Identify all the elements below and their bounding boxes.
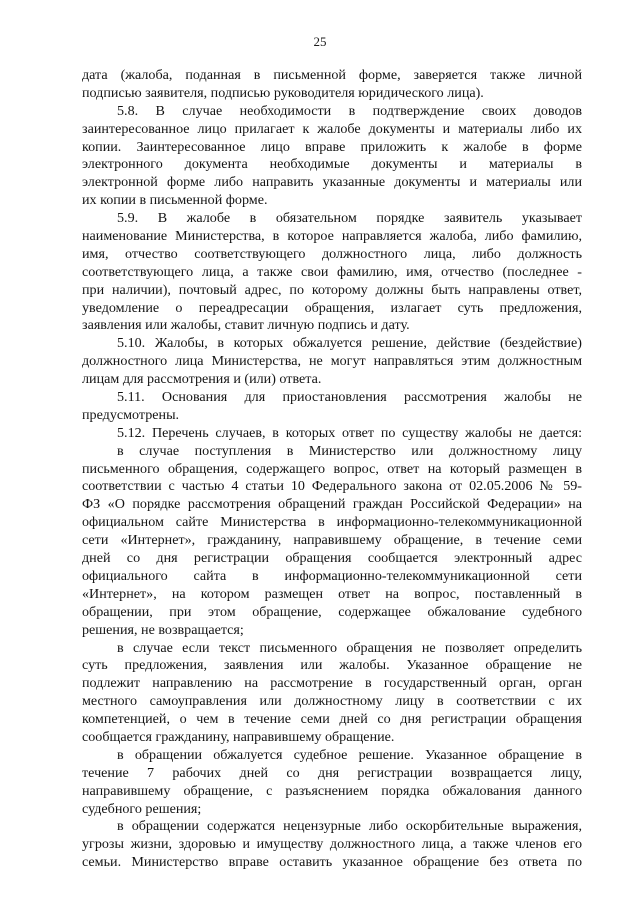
- text-line: электронного документа необходимые документы и материалы в: [82, 156, 582, 173]
- text-line: подписью заявителя, подписью руководителя юридического лица).: [82, 84, 484, 101]
- text-line: компетенцией, о чем в течение семи дней со дня регистрации обращения: [82, 711, 582, 728]
- text-line: предусмотрены.: [82, 406, 180, 423]
- text-line: 5.8. В случае необходимости в подтверждение своих доводов: [117, 102, 582, 119]
- text-line: дней со дня регистрации обращения сообщается электронный адрес: [82, 550, 582, 567]
- text-line: обращении, при этом обращение, содержащее обжалование судебного: [82, 603, 582, 620]
- text-line: местного самоуправления или должностному лицу в соответствии с их: [82, 693, 582, 710]
- text-line: лицам для рассмотрения и (или) ответа.: [82, 371, 322, 388]
- text-line: имя, отчество соответствующего должностного лица, либо должность: [82, 245, 582, 262]
- text-line: 5.12. Перечень случаев, в которых ответ по существу жалобы не дается:: [117, 424, 582, 441]
- text-line: должностного лица Министерства, не могут направляться этим должностным: [82, 353, 582, 370]
- text-line: семьи. Министерство вправе оставить указанное обращение без ответа по: [82, 854, 582, 871]
- text-line: соответствии с частью 4 статьи 10 Федерального закона от 02.05.2006 № 59-: [82, 478, 582, 495]
- text-line: «Интернет», на котором размещен ответ на вопрос, поставленный в: [82, 585, 582, 602]
- text-line: копии. Заинтересованное лицо вправе приложить к жалобе в форме: [82, 138, 582, 155]
- text-line: решения, не возвращается;: [82, 621, 244, 638]
- text-line: в случае если текст письменного обращения не позволяет определить: [117, 639, 582, 656]
- text-line: уведомление о переадресации обращения, излагает суть предложения,: [82, 299, 582, 316]
- text-line: 5.10. Жалобы, в которых обжалуется решение, действие (бездействие): [117, 335, 582, 352]
- text-line: официального сайта в информационно-телекоммуникационной сети: [82, 567, 582, 584]
- text-line: заявления или жалобы, ставит личную подпись и дату.: [82, 317, 410, 334]
- text-line: сообщается гражданину, направившему обращение.: [82, 728, 395, 745]
- text-line: сети «Интернет», гражданину, направившему обращение, в течение семи: [82, 532, 582, 549]
- text-line: при наличии), почтовый адрес, по которому должны быть направлены ответ,: [82, 281, 582, 298]
- text-line: течение 7 рабочих дней со дня регистрации возвращается лицу,: [82, 764, 582, 781]
- text-line: в обращении обжалуется судебное решение. Указанное обращение в: [117, 746, 582, 763]
- text-line: 5.11. Основания для приостановления рассмотрения жалобы не: [117, 389, 582, 406]
- text-line: судебного решения;: [82, 800, 202, 817]
- document-body: [82, 67, 582, 872]
- text-line: их копии в письменной форме.: [82, 192, 268, 209]
- text-line: письменного обращения, содержащего вопрос, ответ на который размещен в: [82, 460, 582, 477]
- text-line: соответствующего лица, а также свои фамилию, имя, отчество (последнее -: [82, 263, 582, 280]
- text-line: угрозы жизни, здоровью и имуществу должностного лица, а также членов его: [82, 836, 582, 853]
- text-line: подлежит направлению на рассмотрение в государственный орган, орган: [82, 675, 582, 692]
- text-line: ФЗ «О порядке рассмотрения обращений граждан Российской Федерации» на: [82, 496, 582, 513]
- text-line: дата (жалоба, поданная в письменной форме, заверяется также личной: [82, 67, 582, 83]
- text-line: в случае поступления в Министерство или должностному лицу: [117, 442, 582, 459]
- text-line: суть предложения, заявления или жалобы. Указанное обращение не: [82, 657, 582, 674]
- text-line: официальном сайте Министерства в информационно-телекоммуникационной: [82, 514, 582, 531]
- text-line: 5.9. В жалобе в обязательном порядке заявитель указывает: [117, 210, 582, 227]
- text-line: заинтересованное лицо прилагает к жалобе документы и материалы либо их: [82, 120, 582, 137]
- text-line: в обращении содержатся нецензурные либо оскорбительные выражения,: [117, 818, 582, 835]
- text-line: электронной форме либо направить указанные документы и материалы или: [82, 174, 582, 191]
- text-line: наименование Министерства, в которое направляется жалоба, либо фамилию,: [82, 228, 582, 245]
- text-line: направившему обращение, с разъяснением порядка обжалования данного: [82, 782, 582, 799]
- page-number: 25: [313, 34, 327, 49]
